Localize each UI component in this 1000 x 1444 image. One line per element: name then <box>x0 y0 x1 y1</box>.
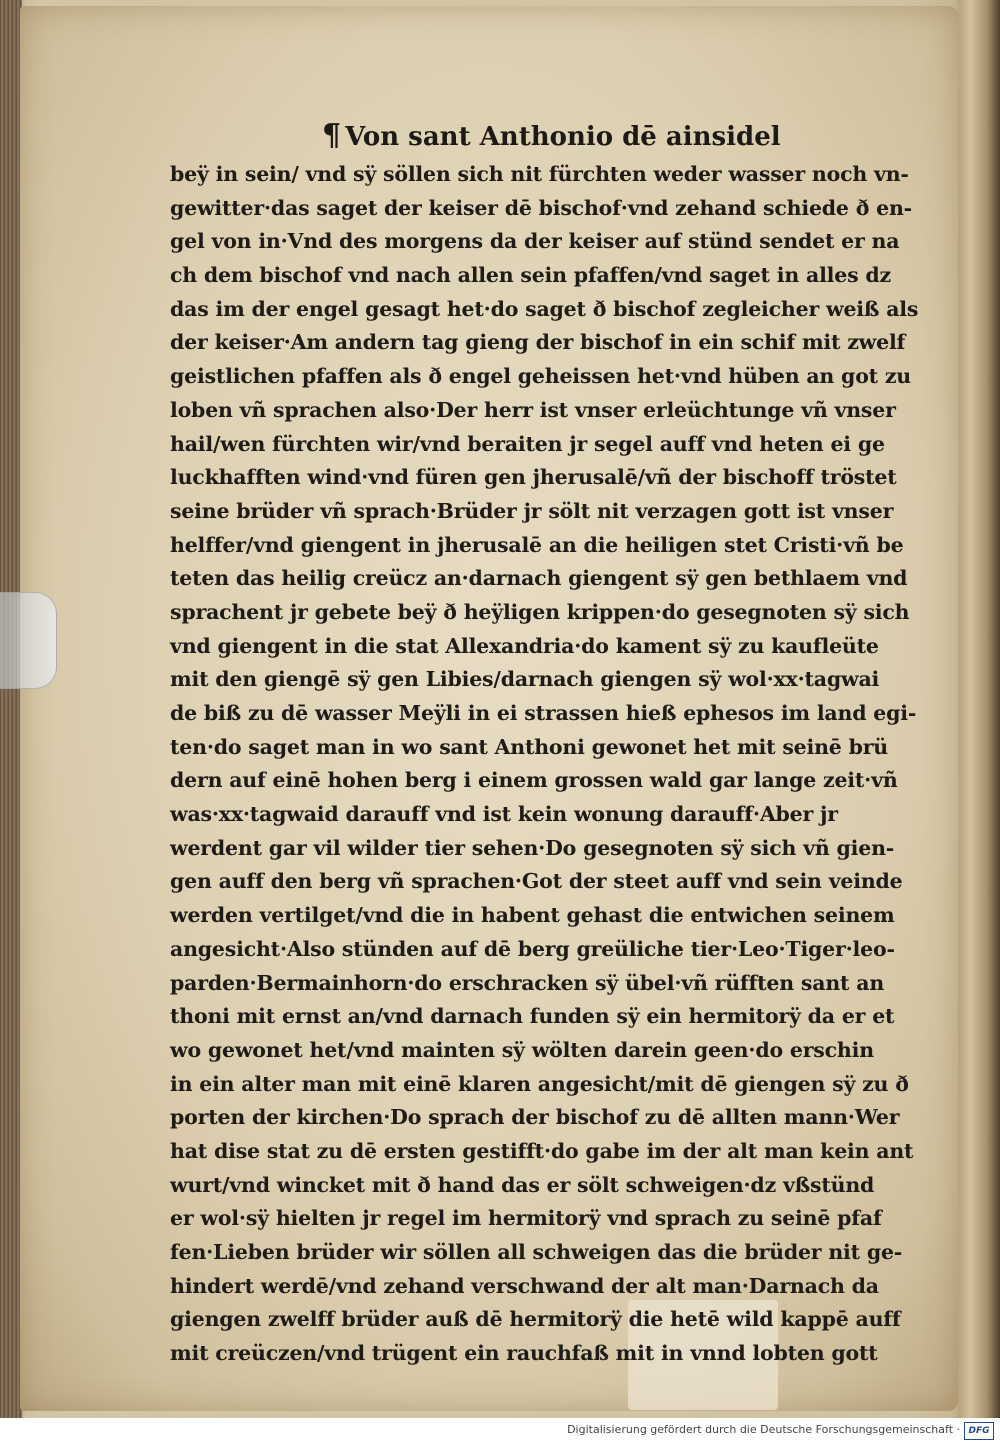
text-line: hat dise stat zu dē ersten gestifft·do gabe im der alt man kein ant <box>170 1138 914 1163</box>
text-line: geistlichen pfaffen als ð engel geheissen het·vnd hüben an got zu <box>170 364 912 389</box>
text-line: thoni mit ernst an/vnd darnach funden sÿ ein hermitorÿ da er et <box>170 1004 895 1029</box>
text-line: werdent gar vil wilder tier sehen·Do gesegnoten sÿ sich vñ gien- <box>170 835 895 860</box>
text-line: werden vertilget/vnd die in habent gehast die entwichen seinem <box>170 903 895 928</box>
dfg-logo: DFG <box>964 1422 994 1440</box>
text-line: er wol·sÿ hielten jr regel im hermitorÿ vnd sprach zu seinē pfaf <box>170 1206 882 1231</box>
text-line: hail/wen fürchten wir/vnd beraiten jr segel auff vnd heten ei ge <box>170 431 885 456</box>
text-line: mit creüczen/vnd trügent ein rauchfaß mit in vnnd lobten gott <box>170 1341 878 1366</box>
text-line: das im der engel gesagt het·do saget ð bischof zegleicher weiß als <box>170 296 919 321</box>
text-line: beÿ in sein/ vnd sÿ söllen sich nit fürchten weder wasser noch vn- <box>170 162 909 186</box>
funding-notice: Digitalisierung gefördert durch die Deutsche Forschungsgemeinschaft · <box>567 1423 960 1436</box>
text-line: ch dem bischof vnd nach allen sein pfaffen/vnd saget in alles dz <box>170 263 891 288</box>
text-line: helffer/vnd giengent in jherusalē an die heiligen stet Cristi·vñ be <box>170 532 904 557</box>
text-line: de biß zu dē wasser Meÿli in ei strassen hieß ephesos im land egi- <box>170 701 917 725</box>
text-line: wo gewonet het/vnd mainten sÿ wölten darein geen·do erschin <box>170 1037 874 1062</box>
text-line: gen auff den berg vñ sprachen·Got der steet auff vnd sein veinde <box>170 869 903 894</box>
text-line: giengen zwelff brüder auß dē hermitorÿ die hetē wild kappē auff <box>170 1307 901 1332</box>
text-line: mit den giengē sÿ gen Libies/darnach giengen sÿ wol·xx·tagwai <box>170 667 880 692</box>
facing-page-edge <box>958 0 1000 1418</box>
text-line: dern auf einē hohen berg i einem grossen wald gar lange zeit·vñ <box>170 768 898 793</box>
text-line: der keiser·Am andern tag gieng der bischof in ein schif mit zwelf <box>170 330 906 355</box>
text-line: teten das heilig creücz an·darnach giengent sÿ gen bethlaem vnd <box>170 566 908 591</box>
text-line: luckhafften wind·vnd füren gen jherusalē/vñ der bischoff tröstet <box>170 465 897 490</box>
text-line: porten der kirchen·Do sprach der bischof zu dē allten mann·Wer <box>170 1105 900 1130</box>
text-line: in ein alter man mit einē klaren angesicht/mit dē giengen sÿ zu ð <box>170 1071 909 1096</box>
text-line: gewitter·das saget der keiser dē bischof·vnd zehand schiede ð en- <box>170 195 912 220</box>
text-line: loben vñ sprachen also·Der herr ist vnser erleüchtunge vñ vnser <box>170 397 896 422</box>
text-line: fen·Lieben brüder wir söllen all schweigen das die brüder nit ge- <box>170 1240 903 1264</box>
text-line: angesicht·Also stünden auf dē berg greüliche tier·Leo·Tiger·leo- <box>170 936 895 961</box>
page-heading <box>322 118 782 153</box>
book-clip <box>0 592 57 689</box>
text-line: parden·Bermainhorn·do erschracken sÿ übel·vñ rüfften sant an <box>170 970 885 995</box>
show-through-text <box>360 85 720 115</box>
book-page-edges <box>0 0 22 1418</box>
text-line: ten·do saget man in wo sant Anthoni gewonet het mit seinē brü <box>170 734 889 759</box>
text-line: vnd giengent in die stat Allexandria·do kament sÿ zu kaufleüte <box>170 633 879 658</box>
body-text-block <box>170 158 919 1371</box>
pilcrow-mark: ¶ <box>322 118 342 153</box>
text-line: gel von in·Vnd des morgens da der keiser auf stünd sendet er na <box>170 229 900 254</box>
text-line: hindert werdē/vnd zehand verschwand der alt man·Darnach da <box>170 1273 879 1298</box>
text-line: sprachent jr gebete beÿ ð heÿligen krippen·do gesegnoten sÿ sich <box>170 599 910 624</box>
footer-bar <box>0 1418 1000 1444</box>
text-line: was·xx·tagwaid darauff vnd ist kein wonung darauff·Aber jr <box>170 802 838 827</box>
text-line: wurt/vnd wincket mit ð hand das er sölt schweigen·dz vßstünd <box>170 1172 875 1197</box>
heading-text: Von sant Anthonio dē ainsidel <box>345 122 781 152</box>
text-line: seine brüder vñ sprach·Brüder jr sölt nit verzagen gott ist vnser <box>170 498 894 523</box>
